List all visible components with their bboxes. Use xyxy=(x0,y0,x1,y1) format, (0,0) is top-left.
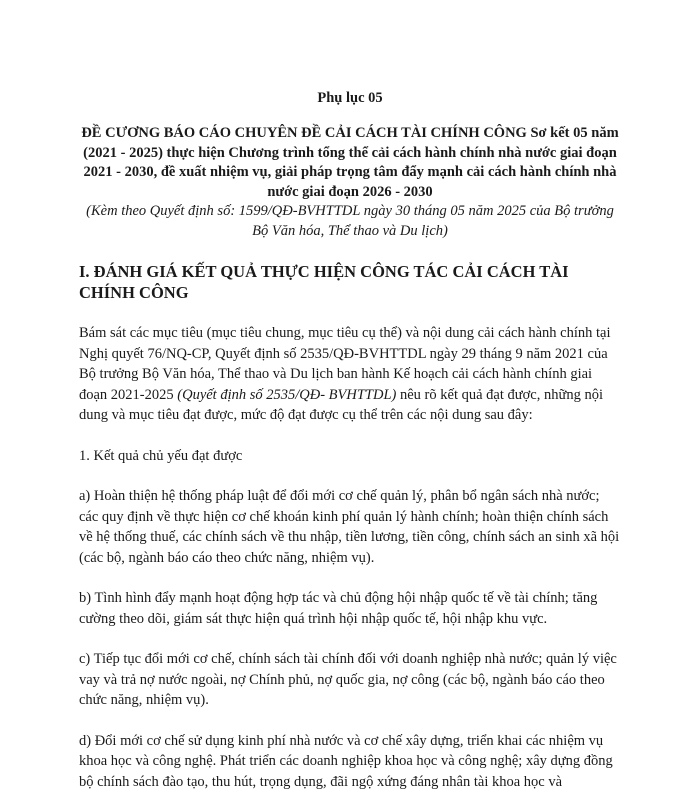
intro-text-part1: Bám sát các mục tiêu (mục tiêu chung, mục tiêu cụ thể) và nội dung cải cách hành chính tại Nghị quyết 76/NQ-CP, Quyết định số 2535/QĐ-BVHTTDL ngày 29 tháng 9 năm 2021 của Bộ trưởng Bộ Văn hóa, Thể thao và Du lịch ban hành Kế hoạch cải cách hành chính giai đoạn 2021-2025 xyxy=(79,325,610,403)
list-item-b: b) Tình hình đẩy mạnh hoạt động hợp tác và chủ động hội nhập quốc tế về tài chính; tăng cường theo dõi, giám sát thực hiện quá trình hội nhập quốc tế, hội nhập khu vực. xyxy=(79,588,621,629)
appendix-title: Phụ lục 05 xyxy=(79,88,621,108)
subsection-title: 1. Kết quả chủ yếu đạt được xyxy=(79,446,621,467)
intro-text-part2: nêu rõ kết quả đạt được, những nội dung và mục tiêu đạt được, mức độ đạt được cụ thể trên các nội dung sau đây: xyxy=(79,387,603,424)
document-content xyxy=(79,88,621,792)
intro-paragraph xyxy=(79,323,621,426)
list-item-c: c) Tiếp tục đổi mới cơ chế, chính sách tài chính đối với doanh nghiệp nhà nước; quản lý việc vay và trả nợ nước ngoài, nợ Chính phủ, nợ quốc gia, nợ công (các bộ, ngành báo cáo theo chức năng, nhiệm vụ). xyxy=(79,649,621,711)
list-item-a: a) Hoàn thiện hệ thống pháp luật để đổi mới cơ chế quản lý, phân bổ ngân sách nhà nước; các quy định về thực hiện cơ chế khoán kinh phí quản lý hành chính; hoàn thiện chính sách về hệ thống thuế, các chính sách về thu nhập, tiền lương, tiền công, chính sách an sinh xã hội (các bộ, ngành báo cáo theo chức năng, nhiệm vụ). xyxy=(79,486,621,568)
section-heading: I. ĐÁNH GIÁ KẾT QUẢ THỰC HIỆN CÔNG TÁC CẢI CÁCH TÀI CHÍNH CÔNG xyxy=(79,261,621,303)
intro-text-italic: (Quyết định số 2535/QĐ- BVHTTDL) xyxy=(177,387,396,403)
list-item-d: d) Đổi mới cơ chế sử dụng kinh phí nhà nước và cơ chế xây dựng, triển khai các nhiệm vụ khoa học và công nghệ. Phát triển các doanh nghiệp khoa học và công nghệ; xây dựng đồng bộ chính sách đào tạo, thu hút, trọng dụng, đãi ngộ xứng đáng nhân tài khoa học và xyxy=(79,731,621,792)
decision-reference: (Kèm theo Quyết định số: 1599/QĐ-BVHTTDL ngày 30 tháng 05 năm 2025 của Bộ trưởng Bộ Văn hóa, Thể thao và Du lịch) xyxy=(79,202,621,241)
report-outline-heading: ĐỀ CƯƠNG BÁO CÁO CHUYÊN ĐỀ CẢI CÁCH TÀI CHÍNH CÔNG Sơ kết 05 năm (2021 - 2025) thực hiện Chương trình tổng thể cải cách hành chính nhà nước giai đoạn 2021 - 2030, đề xuất nhiệm vụ, giải pháp trọng tâm đẩy mạnh cải cách hành chính nhà nước giai đoạn 2026 - 2030 xyxy=(79,124,621,202)
